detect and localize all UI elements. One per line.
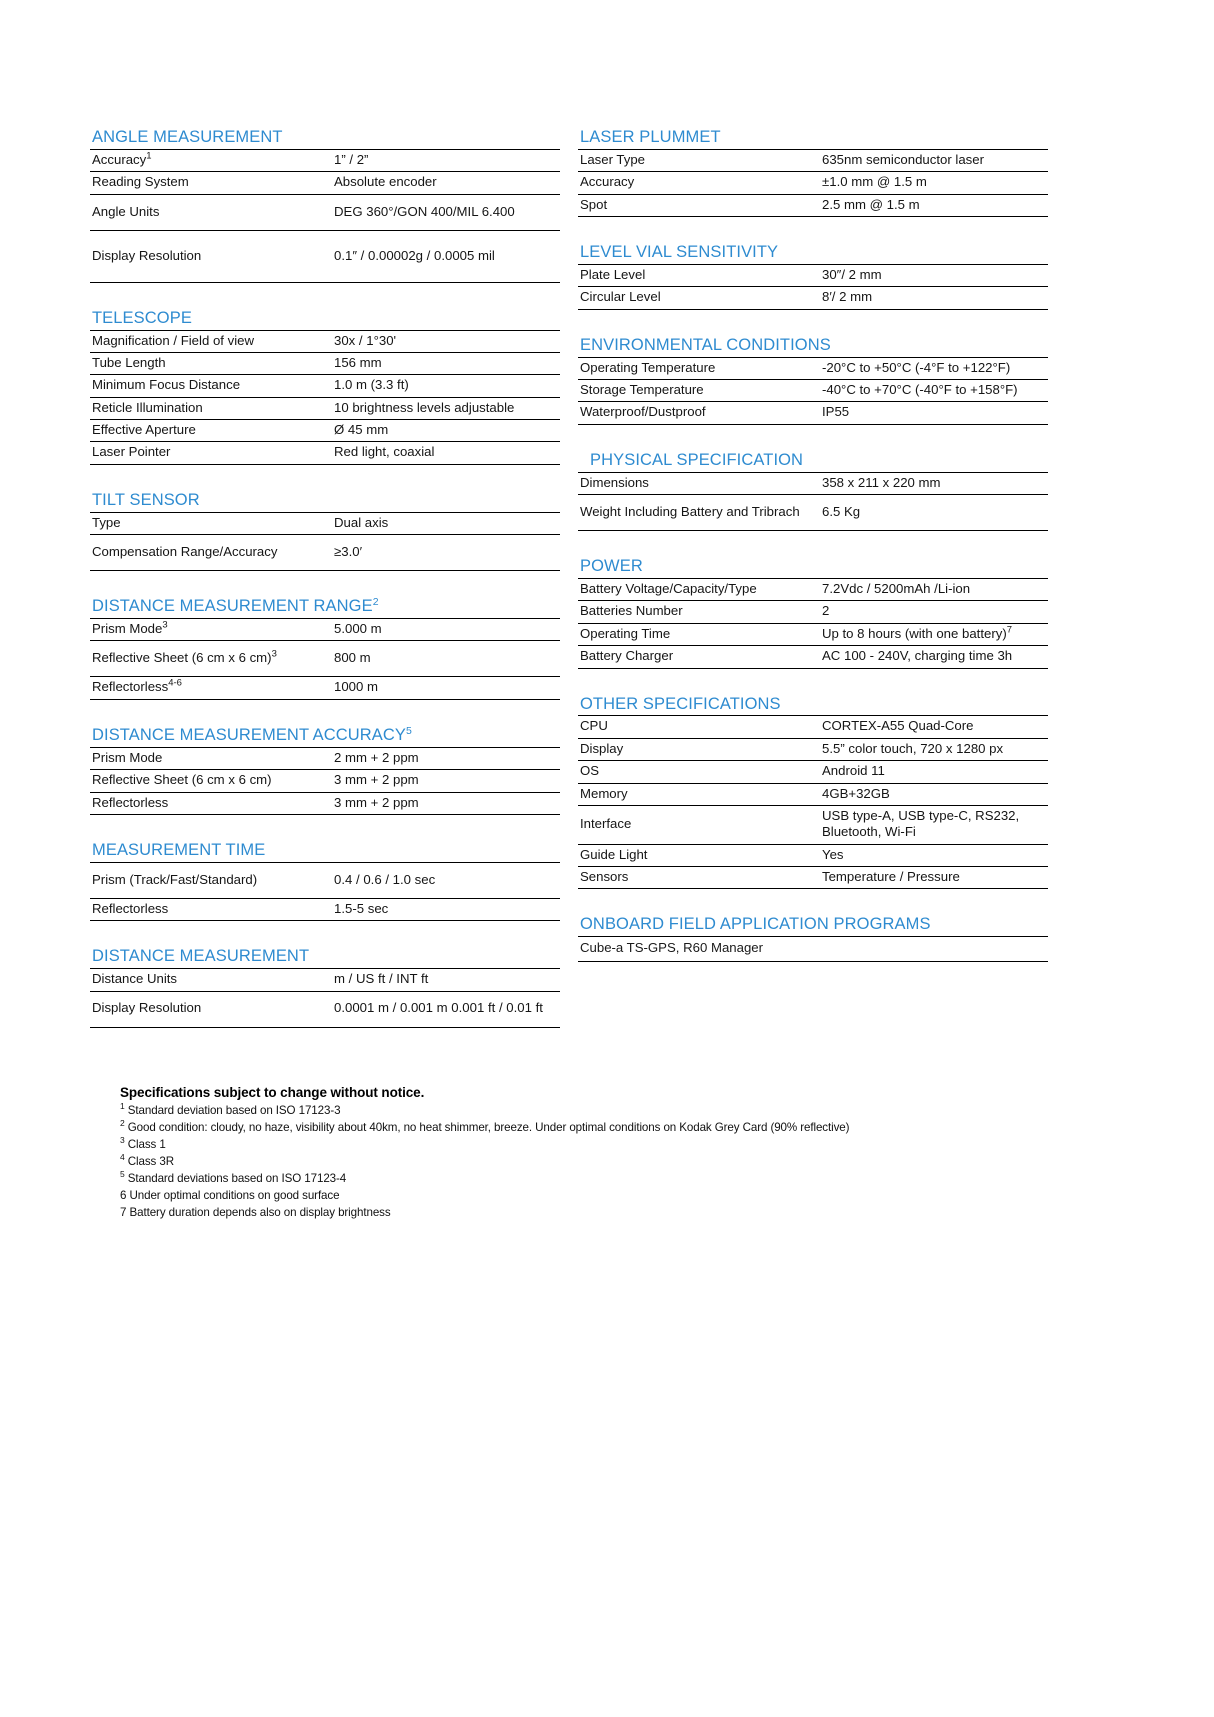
spec-key: Plate Level [578, 265, 818, 287]
spec-key: Operating Time [578, 623, 818, 645]
section-laser-plummet [578, 128, 1048, 243]
spec-value: 1.0 m (3.3 ft) [330, 375, 560, 397]
section-spacer [90, 921, 560, 947]
spec-value: 5.000 m [330, 619, 560, 641]
key-superscript: 4-6 [168, 678, 182, 690]
spec-table-distance-measurement-range [90, 618, 560, 700]
spec-key: Reading System [90, 172, 330, 194]
section-title-level-vial-sensitivity: LEVEL VIAL SENSITIVITY [580, 243, 779, 262]
section-title-superscript: 2 [372, 596, 379, 609]
spec-value: 800 m [330, 641, 560, 677]
spec-columns [90, 128, 1124, 1054]
section-title-measurement-time: MEASUREMENT TIME [92, 840, 266, 859]
footnote [120, 1205, 1020, 1222]
spec-key: Distance Units [90, 969, 330, 991]
section-spacer [90, 1028, 560, 1054]
section-spacer [578, 310, 1048, 336]
section-title-environmental-conditions: ENVIRONMENTAL CONDITIONS [580, 335, 831, 354]
spec-value: 0.0001 m / 0.001 m 0.001 ft / 0.01 ft [330, 991, 560, 1027]
footnote [120, 1168, 1020, 1188]
spec-value: 2 [818, 601, 1048, 623]
table-row [578, 194, 1048, 216]
spec-key: Compensation Range/Accuracy [90, 535, 330, 571]
spec-value: 156 mm [330, 353, 560, 375]
table-row [578, 623, 1048, 645]
table-row [578, 495, 1048, 531]
spec-value: 30x / 1°30' [330, 330, 560, 352]
section-title-distance-measurement-accuracy: DISTANCE MEASUREMENT ACCURACY$^5$ [92, 724, 412, 744]
section-spacer [578, 962, 1048, 988]
footnote-marker: 6 [120, 1188, 127, 1202]
spec-key: Interface [578, 805, 818, 844]
spec-value: 2.5 mm @ 1.5 m [818, 194, 1048, 216]
table-row [90, 375, 560, 397]
footnote [120, 1103, 1020, 1120]
section-spacer [90, 700, 560, 726]
table-row [578, 149, 1048, 171]
footnote-text: Under optimal conditions on good surface [129, 1188, 340, 1202]
spec-value: ±1.0 mm @ 1.5 m [818, 172, 1048, 194]
table-row [90, 677, 560, 699]
spec-value: 3 mm + 2 ppm [330, 792, 560, 814]
spec-table-measurement-time [90, 862, 560, 921]
table-row [578, 646, 1048, 668]
table-row [578, 716, 1048, 738]
spec-key: Tube Length [90, 353, 330, 375]
table-row [578, 844, 1048, 866]
table-row [578, 783, 1048, 805]
spec-value: 30″/ 2 mm [818, 265, 1048, 287]
section-measurement-time [90, 841, 560, 947]
footnotes-list [120, 1103, 1020, 1221]
spec-value: Dual axis [330, 512, 560, 534]
footnote-text: Standard deviation based on ISO 17123-3 [127, 1104, 341, 1117]
spec-value: 1.5-5 sec [330, 898, 560, 920]
footnotes-block [120, 1085, 1020, 1221]
table-row [578, 761, 1048, 783]
footnote-text: Class 1 [127, 1137, 166, 1151]
footnote-text: Standard deviations based on ISO 17123-4 [127, 1171, 347, 1185]
spec-value: AC 100 - 240V, charging time 3h [818, 646, 1048, 668]
section-title-distance-measurement: DISTANCE MEASUREMENT [92, 947, 310, 966]
section-angle-measurement [90, 128, 560, 309]
footnote-marker: 4 [120, 1151, 125, 1162]
section-spacer [578, 217, 1048, 243]
section-physical-specification [578, 451, 1048, 557]
section-title-onboard-field-application-programs: ONBOARD FIELD APPLICATION PROGRAMS [580, 915, 931, 934]
key-superscript: 3 [271, 648, 277, 660]
spec-table-environmental-conditions [578, 357, 1048, 425]
section-distance-measurement-accuracy [90, 726, 560, 841]
spec-key: Prism Mode$^3$ [90, 619, 330, 641]
table-row [578, 265, 1048, 287]
spec-value: Red light, coaxial [330, 442, 560, 464]
spec-table-other-specifications [578, 715, 1048, 889]
section-spacer [578, 531, 1048, 557]
section-other-specifications [578, 695, 1048, 916]
footnote-marker: 7 [120, 1205, 127, 1219]
footnote [120, 1188, 1020, 1205]
section-tilt-sensor [90, 491, 560, 597]
section-environmental-conditions [578, 336, 1048, 451]
section-title-telescope: TELESCOPE [92, 308, 192, 327]
spec-key: Display [578, 738, 818, 760]
spec-value: ≥3.0′ [330, 535, 560, 571]
footnote [120, 1134, 1020, 1154]
spec-value: 0.1″ / 0.00002g / 0.0005 mil [330, 230, 560, 282]
spec-key: Accuracy$^1$ [90, 149, 330, 171]
spec-key: Circular Level [578, 287, 818, 309]
spec-value: Yes [818, 844, 1048, 866]
spec-key: Battery Charger [578, 646, 818, 668]
section-spacer [90, 571, 560, 597]
spec-key: Reflective Sheet (6 cm x 6 cm) [90, 770, 330, 792]
spec-value: 10 brightness levels adjustable [330, 397, 560, 419]
spec-key: Accuracy [578, 172, 818, 194]
table-row [90, 512, 560, 534]
section-title-distance-measurement-range: DISTANCE MEASUREMENT RANGE$^2$ [92, 596, 379, 616]
spec-value: CORTEX-A55 Quad-Core [818, 716, 1048, 738]
spec-key: Reflectorless [90, 792, 330, 814]
spec-value: 1” / 2” [330, 149, 560, 171]
table-row [90, 230, 560, 282]
spec-table-distance-measurement-accuracy [90, 747, 560, 815]
table-row [578, 738, 1048, 760]
table-row [90, 770, 560, 792]
right-column [578, 128, 1048, 1054]
spec-key: Reflectorless [90, 898, 330, 920]
spec-value: 2 mm + 2 ppm [330, 747, 560, 769]
spec-key: Batteries Number [578, 601, 818, 623]
section-title-tilt-sensor: TILT SENSOR [92, 490, 200, 509]
table-row [90, 641, 560, 677]
section-spacer [90, 815, 560, 841]
table-row [578, 601, 1048, 623]
spec-value: 3 mm + 2 ppm [330, 770, 560, 792]
spec-key: Reflective Sheet (6 cm x 6 cm)$^3$ [90, 641, 330, 677]
left-column [90, 128, 560, 1054]
spec-key: OS [578, 761, 818, 783]
section-distance-measurement [90, 947, 560, 1053]
table-row [90, 862, 560, 898]
spec-single-value-onboard-field-application-programs: Cube-a TS-GPS, R60 Manager [578, 936, 1048, 961]
section-spacer [578, 669, 1048, 695]
spec-key: Operating Temperature [578, 357, 818, 379]
spec-key: Memory [578, 783, 818, 805]
spec-value: 635nm semiconductor laser [818, 149, 1048, 171]
spec-value: Ø 45 mm [330, 420, 560, 442]
spec-key: Storage Temperature [578, 380, 818, 402]
footnote-marker: 1 [120, 1101, 125, 1112]
table-row [578, 472, 1048, 494]
spec-value: 0.4 / 0.6 / 1.0 sec [330, 862, 560, 898]
table-row [90, 420, 560, 442]
section-title-physical-specification: PHYSICAL SPECIFICATION [590, 450, 804, 469]
section-title-power: POWER [580, 557, 643, 576]
section-title-laser-plummet: LASER PLUMMET [580, 128, 721, 146]
spec-table-telescope [90, 330, 560, 465]
spec-key: Sensors [578, 867, 818, 889]
footnote-text: Class 3R [127, 1154, 174, 1168]
table-row [90, 792, 560, 814]
spec-value: USB type-A, USB type-C, RS232, Bluetooth, Wi-Fi [818, 805, 1048, 844]
spec-key: Reticle Illumination [90, 397, 330, 419]
table-row [90, 442, 560, 464]
section-spacer [90, 465, 560, 491]
table-row [578, 402, 1048, 424]
spec-value: -20°C to +50°C (-4°F to +122°F) [818, 357, 1048, 379]
value-superscript: 7 [1006, 624, 1013, 636]
footnote-text: Good condition: cloudy, no haze, visibility about 40km, no heat shimmer, breeze. Under optimal conditions on Kodak Grey Card (90% reflective) [127, 1120, 850, 1134]
footnote-marker: 3 [120, 1134, 125, 1145]
spec-key: Angle Units [90, 194, 330, 230]
table-row [90, 149, 560, 171]
footnote-marker: 5 [120, 1168, 125, 1179]
table-row [90, 397, 560, 419]
spec-key: Laser Type [578, 149, 818, 171]
spec-value: 8′/ 2 mm [818, 287, 1048, 309]
table-row [578, 172, 1048, 194]
footnote [120, 1151, 1020, 1171]
key-superscript: 1 [146, 150, 152, 162]
section-telescope [90, 309, 560, 491]
section-power [578, 557, 1048, 694]
spec-table-angle-measurement [90, 149, 560, 283]
section-title-angle-measurement: ANGLE MEASUREMENT [92, 128, 283, 146]
spec-key: Prism Mode [90, 747, 330, 769]
spec-key: Display Resolution [90, 991, 330, 1027]
table-row [90, 619, 560, 641]
spec-table-power [578, 578, 1048, 668]
spec-key: Laser Pointer [90, 442, 330, 464]
spec-key: Guide Light [578, 844, 818, 866]
table-row [90, 194, 560, 230]
section-level-vial-sensitivity [578, 243, 1048, 336]
table-row [578, 380, 1048, 402]
section-title-other-specifications: OTHER SPECIFICATIONS [580, 694, 781, 713]
section-spacer [578, 889, 1048, 915]
spec-table-laser-plummet [578, 149, 1048, 217]
spec-value: -40°C to +70°C (-40°F to +158°F) [818, 380, 1048, 402]
spec-key: Type [90, 512, 330, 534]
table-row [90, 991, 560, 1027]
section-onboard-field-application-programs [578, 915, 1048, 987]
spec-value: DEG 360°/GON 400/MIL 6.400 [330, 194, 560, 230]
spec-key: CPU [578, 716, 818, 738]
spec-table-tilt-sensor [90, 512, 560, 571]
spec-value: 6.5 Kg [818, 495, 1048, 531]
spec-key: Minimum Focus Distance [90, 375, 330, 397]
spec-value: IP55 [818, 402, 1048, 424]
table-row [578, 867, 1048, 889]
section-spacer [578, 425, 1048, 451]
spec-value: 1000 m [330, 677, 560, 699]
section-distance-measurement-range [90, 597, 560, 726]
spec-value: Temperature / Pressure [818, 867, 1048, 889]
spec-key: Display Resolution [90, 230, 330, 282]
spec-value: Android 11 [818, 761, 1048, 783]
spec-key: Weight Including Battery and Tribrach [578, 495, 818, 531]
spec-value: m / US ft / INT ft [330, 969, 560, 991]
footnote [120, 1120, 1020, 1137]
table-row [90, 898, 560, 920]
spec-table-physical-specification [578, 472, 1048, 531]
spec-value: 4GB+32GB [818, 783, 1048, 805]
table-row [90, 969, 560, 991]
table-row [90, 747, 560, 769]
table-row [578, 579, 1048, 601]
spec-table-distance-measurement [90, 968, 560, 1027]
footnotes-title: Specifications subject to change without notice. [120, 1085, 425, 1100]
footnote-text: Battery duration depends also on display brightness [129, 1205, 391, 1219]
footnote-marker: 2 [120, 1118, 125, 1129]
table-row [578, 805, 1048, 844]
table-row [578, 287, 1048, 309]
key-superscript: 3 [162, 619, 168, 631]
section-title-superscript: 5 [406, 724, 412, 737]
table-row [90, 353, 560, 375]
table-row [90, 535, 560, 571]
table-row [90, 330, 560, 352]
spec-key: Reflectorless$^{4-6}$ [90, 677, 330, 699]
spec-table-level-vial-sensitivity [578, 264, 1048, 310]
spec-value: 7.2Vdc / 5200mAh /Li-ion [818, 579, 1048, 601]
spec-value: 5.5” color touch, 720 x 1280 px [818, 738, 1048, 760]
spec-key: Spot [578, 194, 818, 216]
table-row [90, 172, 560, 194]
table-row [578, 357, 1048, 379]
spec-key: Magnification / Field of view [90, 330, 330, 352]
spec-key: Effective Aperture [90, 420, 330, 442]
spec-value: Absolute encoder [330, 172, 560, 194]
spec-value: 358 x 211 x 220 mm [818, 472, 1048, 494]
spec-key: Waterproof/Dustproof [578, 402, 818, 424]
spec-key: Dimensions [578, 472, 818, 494]
section-spacer [90, 283, 560, 309]
spec-key: Battery Voltage/Capacity/Type [578, 579, 818, 601]
spec-value: Up to 8 hours (with one battery)$^7$ [818, 623, 1048, 645]
spec-key: Prism (Track/Fast/Standard) [90, 862, 330, 898]
